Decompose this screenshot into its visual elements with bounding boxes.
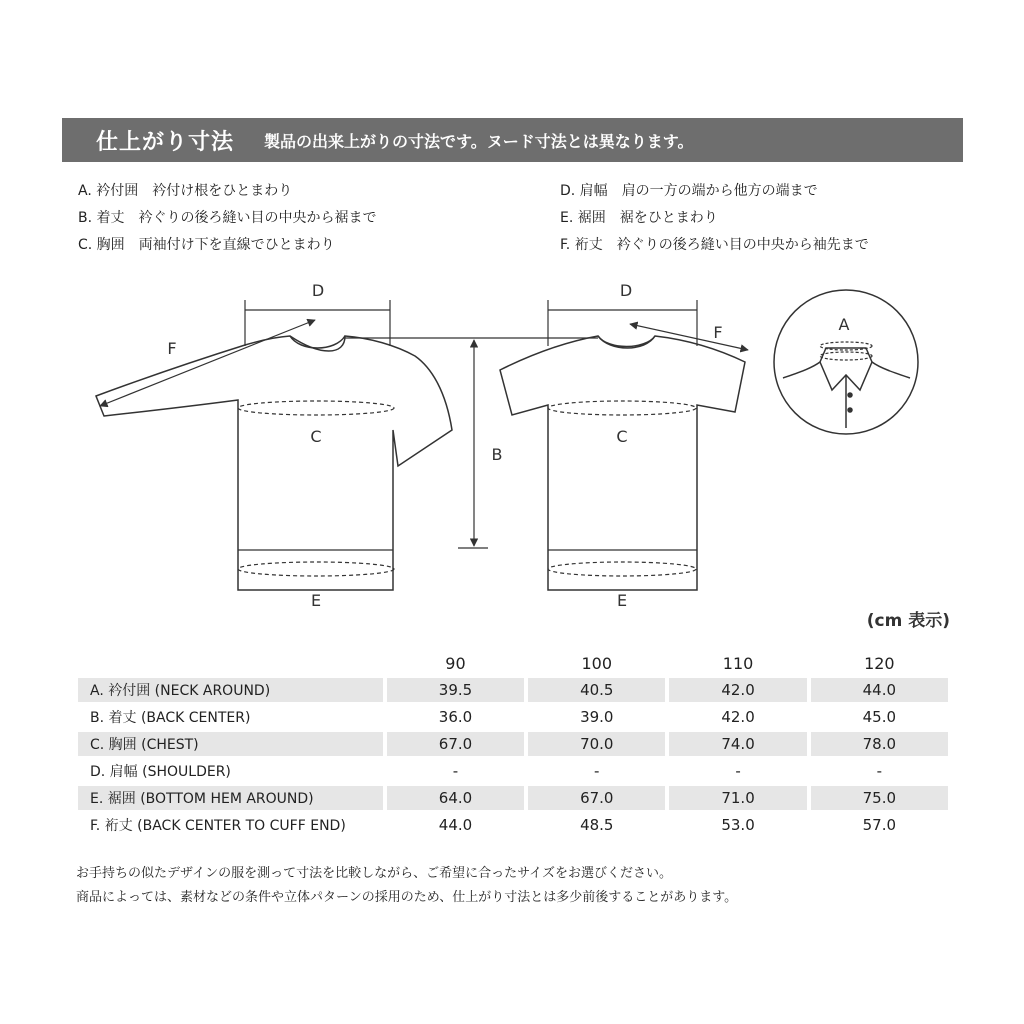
- footnote: 商品によっては、素材などの条件や立体パターンの採用のため、仕上がり寸法とは多少前後することがあります。: [76, 890, 738, 905]
- definition-key: F. 裄丈: [560, 237, 603, 253]
- row-value: -: [876, 762, 883, 780]
- table-row: [78, 705, 948, 729]
- short-sleeve-shirt-illustration: [500, 336, 745, 590]
- row-value: 45.0: [862, 708, 897, 726]
- label-c-left: C: [310, 427, 322, 446]
- table-header-blank: [78, 651, 383, 675]
- row-value: 42.0: [669, 678, 806, 702]
- definitions-right: [560, 178, 869, 259]
- row-value: 78.0: [811, 732, 948, 756]
- definition-b: [78, 205, 377, 232]
- definition-desc: 衿ぐりの後ろ縫い目の中央から袖先まで: [616, 237, 869, 253]
- label-c-right: C: [616, 427, 628, 446]
- row-value: 44.0: [811, 678, 948, 702]
- table-row: [78, 732, 948, 756]
- definition-a: [78, 178, 377, 205]
- row-value: 71.0: [669, 786, 806, 810]
- row-value: 40.5: [528, 678, 665, 702]
- row-label: A. 衿付囲 (NECK AROUND): [78, 678, 383, 702]
- table-header-size: 110: [722, 653, 754, 673]
- definition-key: E. 裾囲: [560, 210, 606, 226]
- header-bar: [62, 118, 963, 162]
- table-row: [78, 678, 948, 702]
- row-label: F. 裄丈 (BACK CENTER TO CUFF END): [90, 818, 346, 834]
- row-value: 44.0: [438, 816, 473, 834]
- table-row: [78, 786, 948, 810]
- row-value: 57.0: [862, 816, 897, 834]
- label-e-right: E: [616, 591, 628, 610]
- table-row: [78, 759, 948, 783]
- label-b: B: [491, 445, 503, 464]
- definition-desc: 裾をひとまわり: [619, 210, 718, 226]
- label-f-left: F: [167, 339, 177, 358]
- table-header-size: 100: [581, 653, 613, 673]
- label-d-right: D: [619, 281, 633, 300]
- definition-desc: 両袖付け下を直線でひとまわり: [138, 237, 335, 253]
- row-value: 53.0: [721, 816, 755, 834]
- row-value: 75.0: [811, 786, 948, 810]
- long-sleeve-shirt-illustration: [96, 336, 452, 590]
- footnote: お手持ちの似たデザインの服を測って寸法を比較しながら、ご希望に合ったサイズをお選びください。: [76, 866, 673, 881]
- row-value: 67.0: [387, 732, 524, 756]
- table-header-size: 120: [864, 653, 895, 673]
- row-value: -: [452, 762, 459, 780]
- collar-detail-illustration: [774, 290, 918, 434]
- unit-note: (cm 表示): [866, 611, 950, 631]
- row-value: 70.0: [528, 732, 665, 756]
- size-table: [74, 648, 952, 840]
- row-value: -: [594, 762, 600, 780]
- definition-desc: 衿ぐりの後ろ縫い目の中央から裾まで: [138, 210, 377, 226]
- page-title: 仕上がり寸法: [96, 129, 235, 155]
- row-value: 48.5: [580, 816, 614, 834]
- row-value: 39.0: [580, 708, 614, 726]
- definition-key: D. 肩幅: [560, 183, 608, 199]
- row-label: E. 裾囲 (BOTTOM HEM AROUND): [78, 786, 383, 810]
- page-subtitle: 製品の出来上がりの寸法です。ヌード寸法とは異なります。: [264, 131, 694, 151]
- row-value: 74.0: [669, 732, 806, 756]
- measurement-diagram: [0, 260, 1024, 610]
- row-value: 42.0: [721, 708, 755, 726]
- row-value: 64.0: [387, 786, 524, 810]
- table-header-size: 90: [445, 653, 466, 673]
- label-d-left: D: [311, 281, 325, 300]
- table-header-row: [78, 651, 948, 675]
- label-e-left: E: [310, 591, 322, 610]
- label-a: A: [838, 315, 850, 334]
- row-value: 67.0: [528, 786, 665, 810]
- row-label: C. 胸囲 (CHEST): [78, 732, 383, 756]
- definition-key: B. 着丈: [78, 210, 125, 226]
- definition-e: [560, 205, 869, 232]
- row-label: D. 肩幅 (SHOULDER): [90, 764, 231, 780]
- definition-d: [560, 178, 869, 205]
- definition-f: [560, 232, 869, 259]
- row-value: 39.5: [387, 678, 524, 702]
- row-value: 36.0: [438, 708, 473, 726]
- definition-key: C. 胸囲: [78, 237, 125, 253]
- row-value: -: [735, 762, 741, 780]
- definitions-left: [78, 178, 377, 259]
- definition-desc: 肩の一方の端から他方の端まで: [621, 183, 818, 199]
- definition-desc: 衿付け根をひとまわり: [152, 183, 293, 199]
- label-f-right: F: [713, 323, 723, 342]
- table-row: [78, 813, 948, 837]
- footnotes: [76, 862, 737, 910]
- definition-c: [78, 232, 377, 259]
- measurement-lines: [100, 300, 872, 576]
- row-label: B. 着丈 (BACK CENTER): [90, 710, 251, 726]
- definition-key: A. 衿付囲: [78, 183, 139, 199]
